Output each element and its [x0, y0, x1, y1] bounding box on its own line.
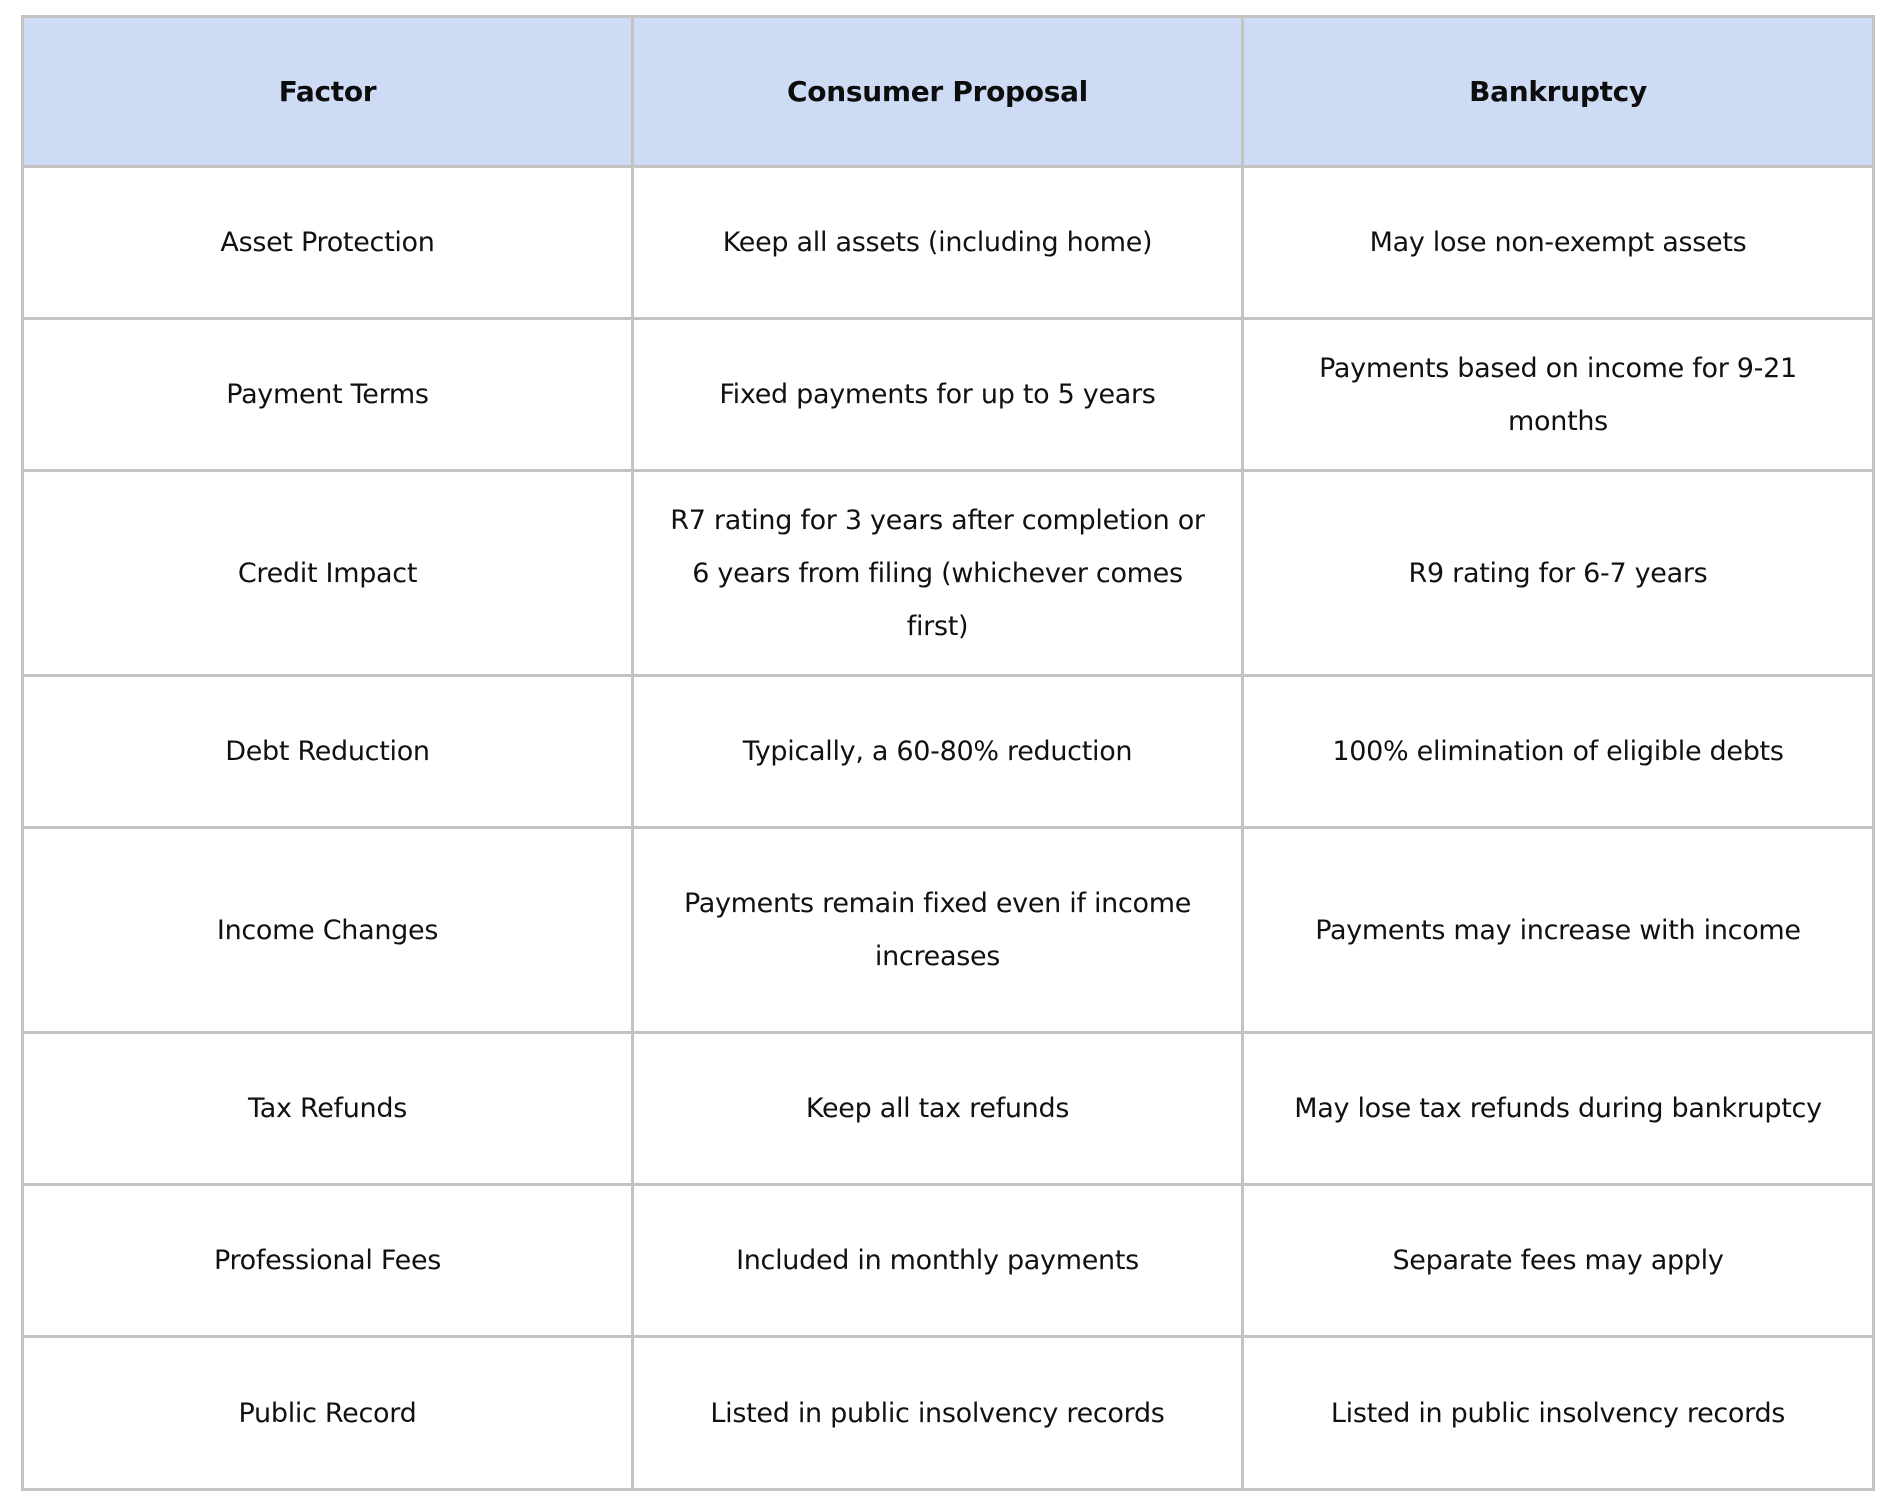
factor-cell: Payment Terms [23, 319, 633, 471]
table-header [23, 17, 1874, 167]
proposal-cell: Fixed payments for up to 5 years [633, 319, 1243, 471]
factor-cell: Professional Fees [23, 1185, 633, 1337]
bankruptcy-cell: Listed in public insolvency records [1243, 1337, 1874, 1490]
proposal-cell: R7 rating for 3 years after completion or 6 years from filing (whichever comes first) [633, 471, 1243, 676]
table-row [23, 676, 1874, 828]
table-row [23, 167, 1874, 319]
header-consumer-proposal: Consumer Proposal [633, 17, 1243, 167]
proposal-cell: Keep all assets (including home) [633, 167, 1243, 319]
factor-cell: Tax Refunds [23, 1033, 633, 1185]
proposal-cell: Listed in public insolvency records [633, 1337, 1243, 1490]
factor-cell: Asset Protection [23, 167, 633, 319]
table-row [23, 1337, 1874, 1490]
header-factor: Factor [23, 17, 633, 167]
table-body [23, 167, 1874, 1490]
comparison-table-container [21, 15, 1872, 1491]
table-row [23, 319, 1874, 471]
proposal-cell: Typically, a 60-80% reduction [633, 676, 1243, 828]
table-row [23, 471, 1874, 676]
proposal-cell: Included in monthly payments [633, 1185, 1243, 1337]
bankruptcy-cell: Separate fees may apply [1243, 1185, 1874, 1337]
comparison-table [21, 15, 1875, 1491]
proposal-cell: Payments remain fixed even if income increases [633, 828, 1243, 1033]
bankruptcy-cell: Payments based on income for 9-21 months [1243, 319, 1874, 471]
table-row [23, 828, 1874, 1033]
table-row [23, 1033, 1874, 1185]
factor-cell: Debt Reduction [23, 676, 633, 828]
bankruptcy-cell: R9 rating for 6-7 years [1243, 471, 1874, 676]
table-row [23, 1185, 1874, 1337]
factor-cell: Income Changes [23, 828, 633, 1033]
bankruptcy-cell: Payments may increase with income [1243, 828, 1874, 1033]
proposal-cell: Keep all tax refunds [633, 1033, 1243, 1185]
bankruptcy-cell: 100% elimination of eligible debts [1243, 676, 1874, 828]
bankruptcy-cell: May lose non-exempt assets [1243, 167, 1874, 319]
header-bankruptcy: Bankruptcy [1243, 17, 1874, 167]
header-row [23, 17, 1874, 167]
factor-cell: Credit Impact [23, 471, 633, 676]
bankruptcy-cell: May lose tax refunds during bankruptcy [1243, 1033, 1874, 1185]
factor-cell: Public Record [23, 1337, 633, 1490]
